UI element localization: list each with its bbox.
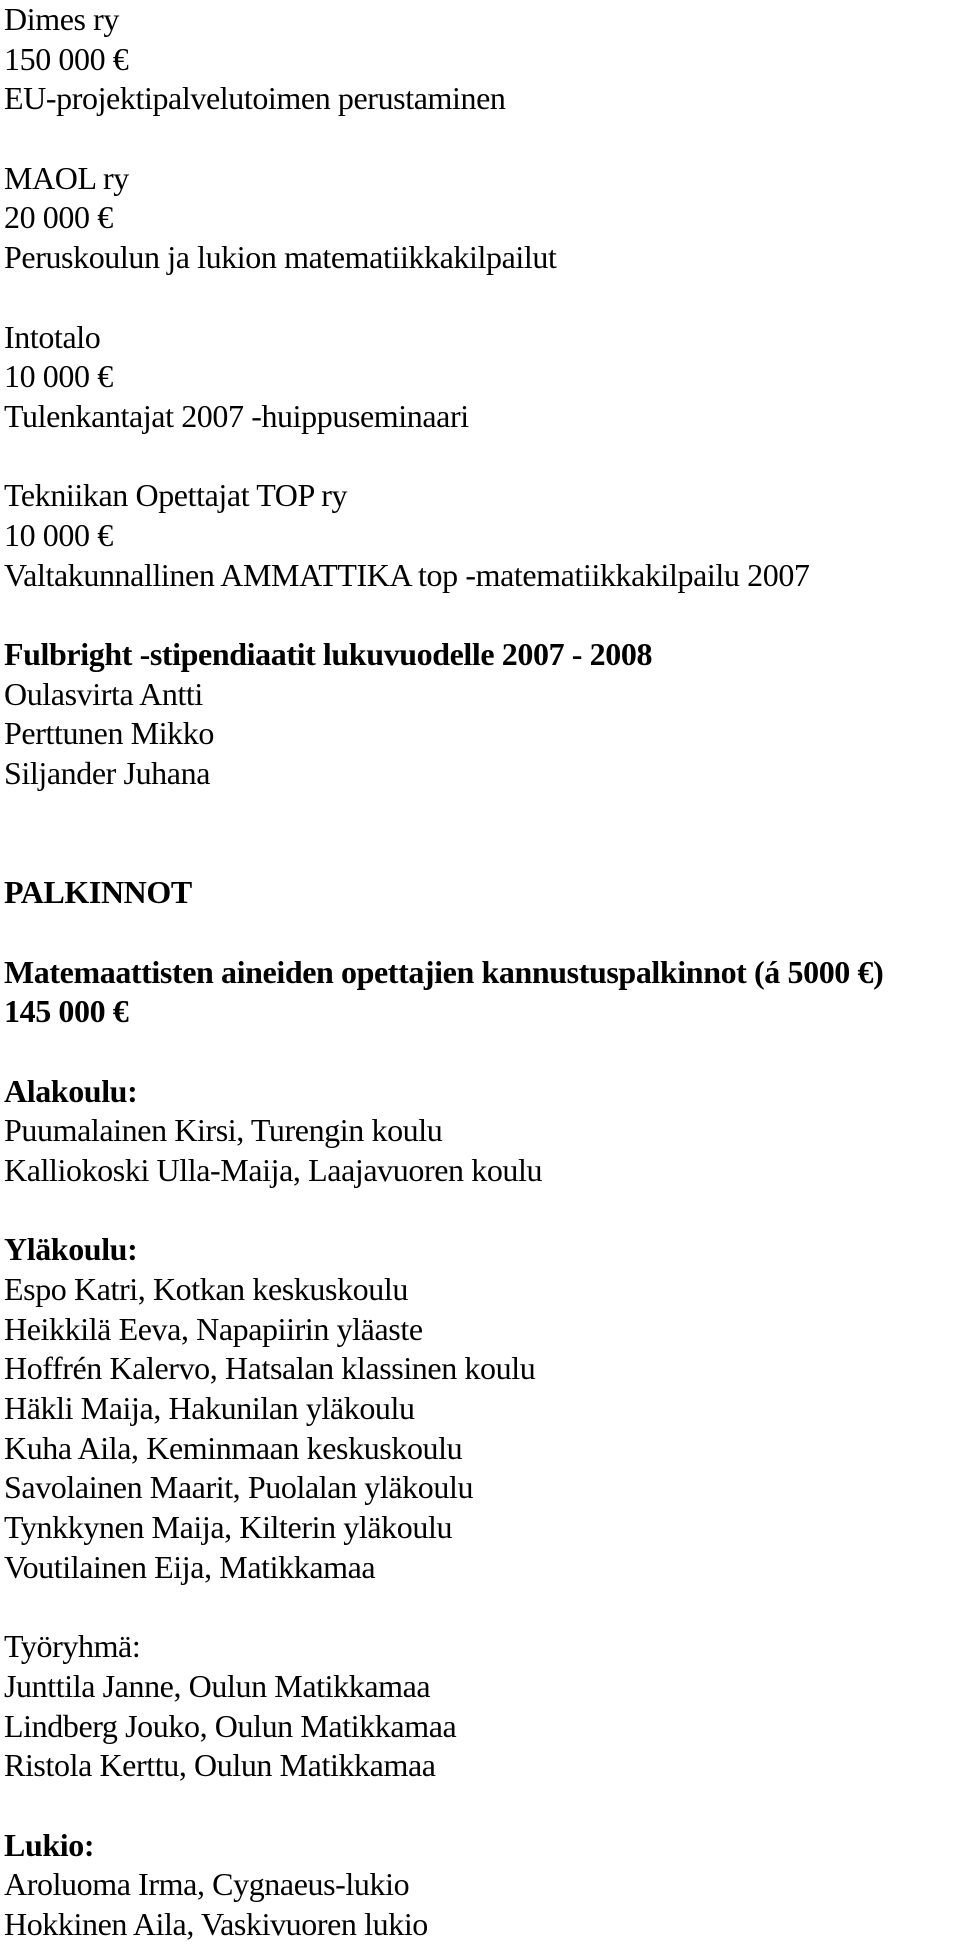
grant-purpose: EU-projektipalvelutoimen perustaminen	[4, 80, 506, 117]
prize-winner: Heikkilä Eeva, Napapiirin yläaste	[4, 1310, 423, 1347]
grant-recipient: Dimes ry	[4, 1, 120, 37]
group-label-tyoryhma: Työryhmä:	[4, 1628, 141, 1665]
grant-amount: 150 000 €	[4, 40, 129, 77]
prizes-heading: PALKINNOT	[4, 874, 192, 911]
grant-recipient: Tekniikan Opettajat TOP ry	[4, 477, 348, 514]
group-label-lukio: Lukio:	[4, 1826, 95, 1863]
prize-winner: Voutilainen Eija, Matikkamaa	[4, 1548, 376, 1585]
prize-winner: Ristola Kerttu, Oulun Matikkamaa	[4, 1747, 436, 1784]
fulbright-heading: Fulbright -stipendiaatit lukuvuodelle 2007 - 2008	[4, 636, 653, 672]
prize-winner: Savolainen Maarit, Puolalan yläkoulu	[4, 1469, 474, 1506]
grant-recipient: Intotalo	[4, 318, 101, 355]
prize-winner: Kalliokoski Ulla-Maija, Laajavuoren koulu	[4, 1151, 543, 1188]
prize-winner: Kuha Aila, Keminmaan keskuskoulu	[4, 1429, 463, 1466]
prizes-total: 145 000 €	[4, 993, 129, 1030]
grant-entry	[4, 159, 960, 278]
grant-purpose: Tulenkantajat 2007 -huippuseminaari	[4, 397, 469, 434]
prizes-section	[4, 873, 960, 1945]
prize-winner: Junttila Janne, Oulun Matikkamaa	[4, 1667, 431, 1704]
fulbright-name: Perttunen Mikko	[4, 715, 214, 752]
prize-winner: Espo Katri, Kotkan keskuskoulu	[4, 1271, 408, 1307]
grant-entry	[4, 476, 960, 595]
grant-recipient: MAOL ry	[4, 159, 129, 196]
grant-amount: 20 000 €	[4, 199, 113, 236]
fulbright-name: Oulasvirta Antti	[4, 675, 203, 712]
prize-winner: Hoffrén Kalervo, Hatsalan klassinen koulu	[4, 1350, 536, 1387]
grant-purpose: Valtakunnallinen AMMATTIKA top -matematiikkakilpailu 2007	[4, 556, 810, 593]
prizes-subheading: Matemaattisten aineiden opettajien kannustuspalkinnot (á 5000 €)	[4, 953, 884, 990]
grant-amount: 10 000 €	[4, 516, 113, 553]
fulbright-section	[4, 635, 960, 794]
prize-winner: Puumalainen Kirsi, Turengin koulu	[4, 1112, 443, 1149]
prize-winner: Hokkinen Aila, Vaskivuoren lukio	[4, 1906, 428, 1942]
prize-winner: Lindberg Jouko, Oulun Matikkamaa	[4, 1707, 457, 1744]
prize-winner: Aroluoma Irma, Cygnaeus-lukio	[4, 1866, 410, 1903]
fulbright-name: Siljander Juhana	[4, 755, 210, 792]
grant-entry	[4, 318, 960, 437]
grant-purpose: Peruskoulun ja lukion matematiikkakilpailut	[4, 239, 557, 276]
prize-winner: Häkli Maija, Hakunilan yläkoulu	[4, 1390, 415, 1427]
group-label-ylakoulu: Yläkoulu:	[4, 1231, 138, 1268]
group-label-alakoulu: Alakoulu:	[4, 1072, 138, 1109]
grant-entry	[4, 0, 960, 119]
grant-amount: 10 000 €	[4, 358, 113, 395]
prize-winner: Tynkkynen Maija, Kilterin yläkoulu	[4, 1509, 453, 1546]
